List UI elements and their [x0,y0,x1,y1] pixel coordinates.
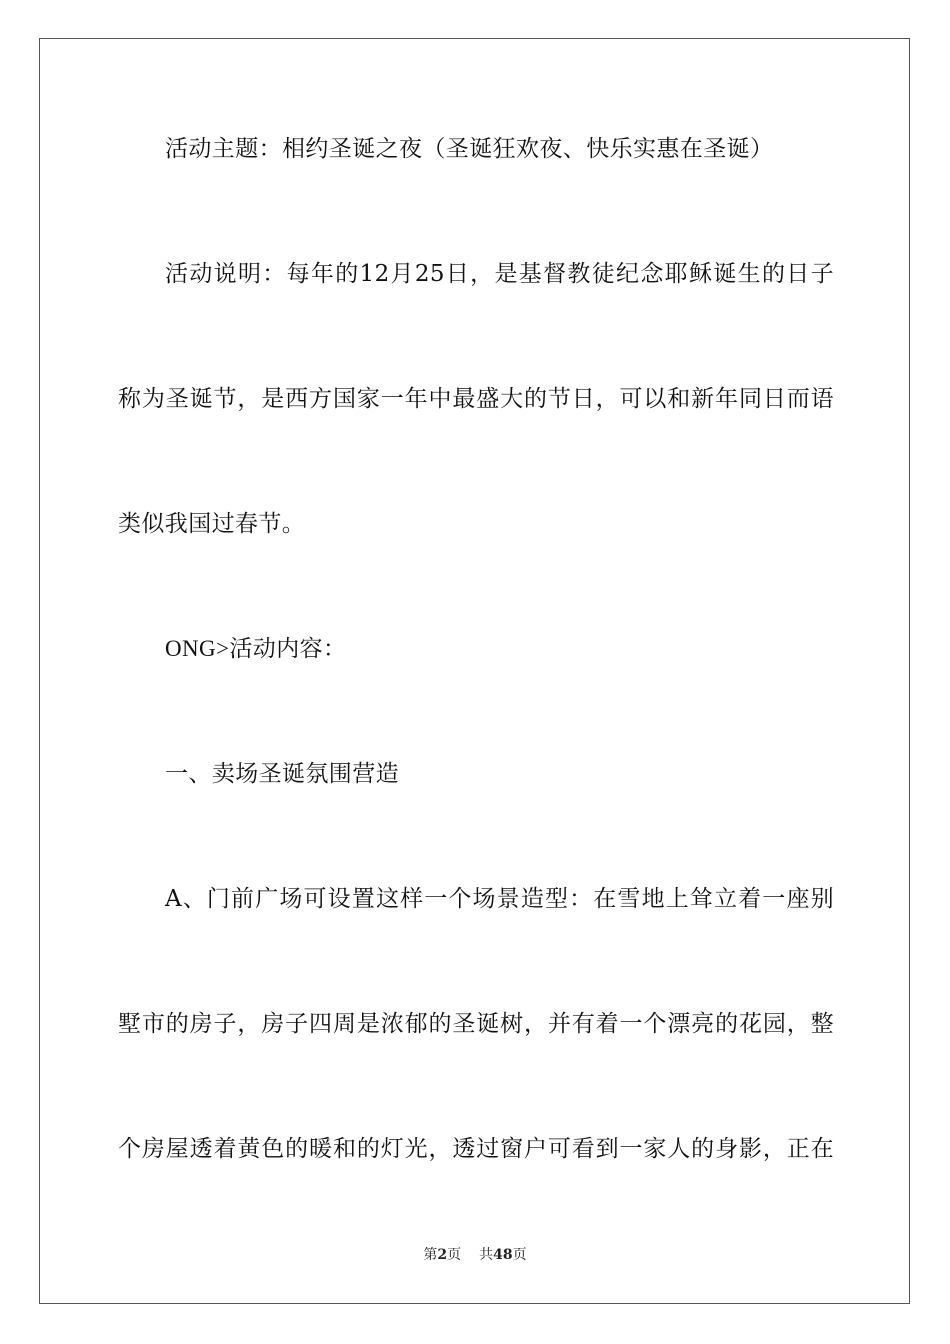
footer-page-number: 2 [437,1247,448,1263]
paragraph-line-theme: 活动主题：相约圣诞之夜（圣诞狂欢夜、快乐实惠在圣诞） [165,136,774,162]
footer-total-suffix: 页 [512,1247,527,1263]
footer-total-pages: 48 [493,1247,513,1263]
paragraph-line-scene-2: 墅市的房子，房子四周是浓郁的圣诞树，并有着一个漂亮的花园，整 [118,1011,834,1037]
paragraph-line-description-1: 活动说明：每年的12月25日，是基督教徒纪念耶稣诞生的日子 [165,261,834,287]
section-heading-content: ONG>活动内容： [165,636,347,661]
footer-page-prefix: 第 [423,1247,438,1263]
paragraph-line-scene-1: A、门前广场可设置这样一个场景造型：在雪地上耸立着一座别 [165,886,834,912]
page-footer [0,1245,950,1265]
section-heading-atmosphere: 一、卖场圣诞氛围营造 [165,761,399,787]
paragraph-line-description-2: 称为圣诞节，是西方国家一年中最盛大的节日，可以和新年同日而语 [118,386,834,412]
paragraph-line-scene-3: 个房屋透着黄色的暖和的灯光，透过窗户可看到一家人的身影，正在 [118,1136,834,1162]
paragraph-line-description-3: 类似我国过春节。 [118,511,306,537]
footer-total-prefix: 共 [479,1247,494,1263]
page-border [39,38,910,1304]
footer-page-suffix: 页 [447,1247,462,1263]
